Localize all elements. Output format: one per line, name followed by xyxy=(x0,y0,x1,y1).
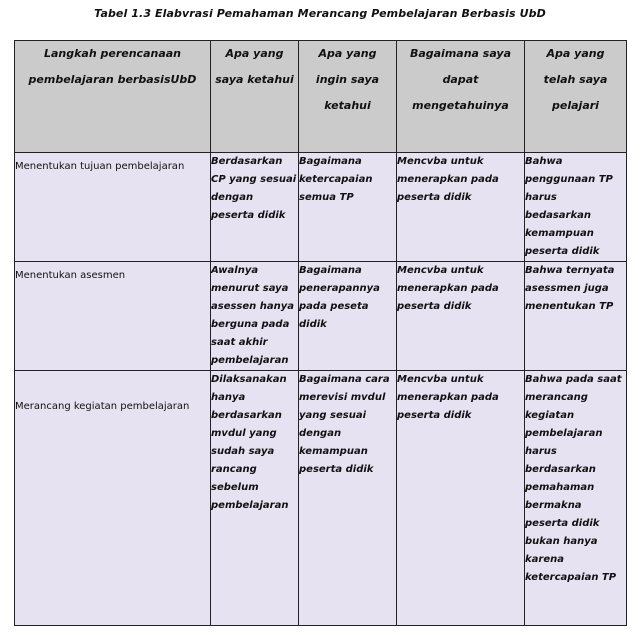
cell-know: Dilaksanakan hanya berdasarkan mvdul yang sudah saya rancang sebelum pembelajaran xyxy=(211,371,299,626)
table-row xyxy=(15,262,627,371)
header-learned: Apa yang telah saya pelajari xyxy=(525,41,627,153)
cell-how: Mencvba untuk menerapkan pada peserta didik xyxy=(397,262,525,371)
header-know: Apa yang saya ketahui xyxy=(211,41,299,153)
cell-learned: Bahwa ternyata asessmen juga menentukan TP xyxy=(525,262,627,371)
table-row xyxy=(15,153,627,262)
cell-want: Bagaimana penerapannya pada peseta didik xyxy=(299,262,397,371)
cell-how: Mencvba untuk menerapkan pada peserta didik xyxy=(397,153,525,262)
row-step-label: Merancang kegiatan pembelajaran xyxy=(15,371,211,626)
header-step: Langkah perencanaan pembelajaran berbasisUbD xyxy=(15,41,211,153)
cell-want: Bagaimana ketercapaian semua TP xyxy=(299,153,397,262)
header-want: Apa yang ingin saya ketahui xyxy=(299,41,397,153)
cell-how: Mencvba untuk menerapkan pada peserta didik xyxy=(397,371,525,626)
cell-learned: Bahwa penggunaan TP harus bedasarkan kemampuan peserta didik xyxy=(525,153,627,262)
header-row xyxy=(15,41,627,153)
ubd-table xyxy=(14,40,627,626)
header-how: Bagaimana saya dapat mengetahuinya xyxy=(397,41,525,153)
cell-learned: Bahwa pada saat merancang kegiatan pembelajaran harus berdasarkan pemahaman bermakna peserta didik bukan hanya karena ketercapaian TP xyxy=(525,371,627,626)
row-step-label: Menentukan asesmen xyxy=(15,262,211,371)
row-step-label: Menentukan tujuan pembelajaran xyxy=(15,153,211,262)
table-row xyxy=(15,371,627,626)
cell-know: Awalnya menurut saya asessen hanya berguna pada saat akhir pembelajaran xyxy=(211,262,299,371)
table-caption: Tabel 1.3 Elabvrasi Pemahaman Merancang Pembelajaran Berbasis UbD xyxy=(94,7,546,20)
cell-want: Bagaimana cara merevisi mvdul yang sesuai dengan kemampuan peserta didik xyxy=(299,371,397,626)
cell-know: Berdasarkan CP yang sesuai dengan peserta didik xyxy=(211,153,299,262)
